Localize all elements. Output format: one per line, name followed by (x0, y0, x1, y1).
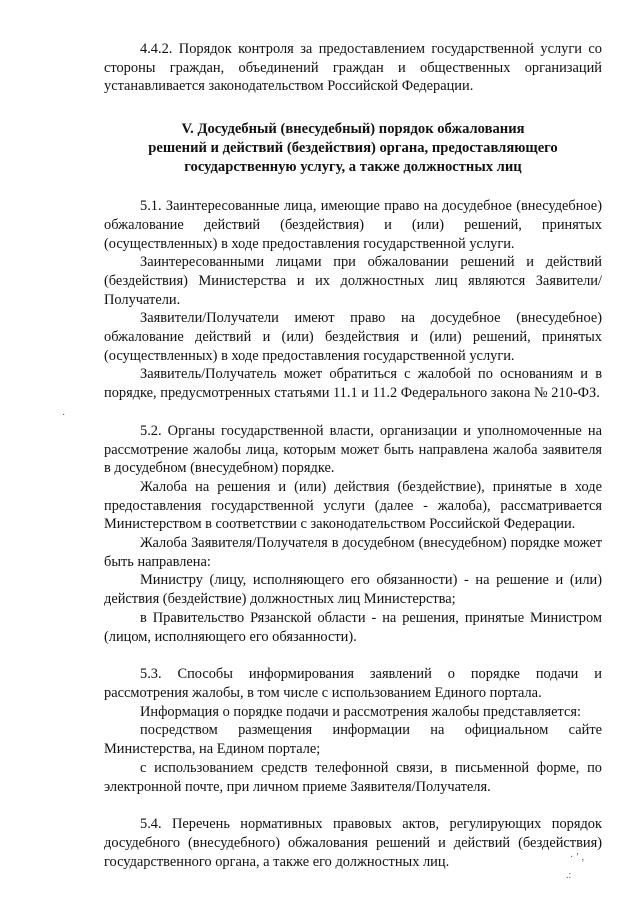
paragraph-5-4: 5.4. Перечень нормативных правовых актов, регулирующих порядок досудебного (внесудебного) обжалования решений и действий (бездействия) государственного органа, а также его должностных лиц. (104, 816, 602, 870)
paragraph-5-3-info: Информация о порядке подачи и рассмотрения жалобы представляется: (140, 703, 581, 720)
paragraph-5-2-directed: Жалоба Заявителя/Получателя в досудебном (внесудебном) порядке может быть направлена: (104, 535, 602, 570)
paragraph-5-2: 5.2. Органы государственной власти, организации и уполномоченные на рассмотрение жалобы лица, которым может быть направлена жалоба заявителя в досудебном (внесудебном) порядке. (104, 422, 602, 477)
paragraph-5-1-applicants-rights: Заявители/Получатели имеют право на досудебное (внесудебное) обжалование действий и (или) бездействия и (или) решений, принятых (осуществленных) в ходе предоставления государственной услуги. (104, 310, 602, 364)
paragraph-5-2-government: в Правительство Рязанской области - на решения, принятые Министром (лицом, исполняющего его обязанности). (104, 609, 602, 645)
paragraph-5-3-website: посредством размещения информации на официальном сайте Министерства, на Едином портале; (104, 722, 602, 758)
heading-line-2: решений и действий (бездействия) органа, предоставляющего (148, 140, 558, 157)
paragraph-5-1-interested-persons: Заинтересованными лицами при обжаловании решений и действий (бездействия) Министерства и их должностных лиц являются Заявители/Получатели. (104, 254, 602, 308)
document-body (104, 40, 602, 871)
paragraph-4-4-2: 4.4.2. Порядок контроля за предоставлением государственной услуги со стороны граждан, объединений граждан и общественных организаций устанавливается законодательством Российской Федерации. (104, 41, 602, 95)
scan-artifact-mark-2: .: (566, 870, 572, 881)
paragraph-5-3: 5.3. Способы информирования заявлений о порядке подачи и рассмотрения жалобы, в том числе с использованием Единого портала. (104, 666, 602, 701)
paragraph-5-1: 5.1. Заинтересованные лица, имеющие право на досудебное (внесудебное) обжалование действий (бездействия) и (или) решений, принятых (осуществленных) в ходе предоставления государственной услуги. (104, 198, 602, 252)
paragraph-5-2-complaint: Жалоба на решения и (или) действия (бездействие), принятые в ходе предоставления государственной услуги (далее - жалоба), рассматривается Министерством в соответствии с законодательством Российской Федерации. (104, 478, 602, 533)
heading-line-3: государственную услугу, а также должностных лиц (184, 159, 522, 176)
paragraph-5-1-complaint-grounds: Заявитель/Получатель может обратиться с жалобой по основаниям и в порядке, предусмотренных статьями 11.1 и 11.2 Федерального закона № 210-ФЗ. (104, 366, 602, 402)
heading-line-1: V. Досудебный (внесудебный) порядок обжалования (181, 121, 525, 138)
paragraph-5-2-minister: Министру (лицу, исполняющего его обязанности) - на решение и (или) действия (бездействие) должностных лиц Министерства; (104, 572, 602, 608)
section-v-heading (104, 120, 602, 177)
margin-dot-mark: · (62, 410, 66, 421)
paragraph-5-3-phone: с использованием средств телефонной связи, в письменной форме, по электронной почте, при личном приеме Заявителя/Получателя. (104, 759, 602, 795)
scan-artifact-mark: · ʼ , (570, 852, 585, 863)
